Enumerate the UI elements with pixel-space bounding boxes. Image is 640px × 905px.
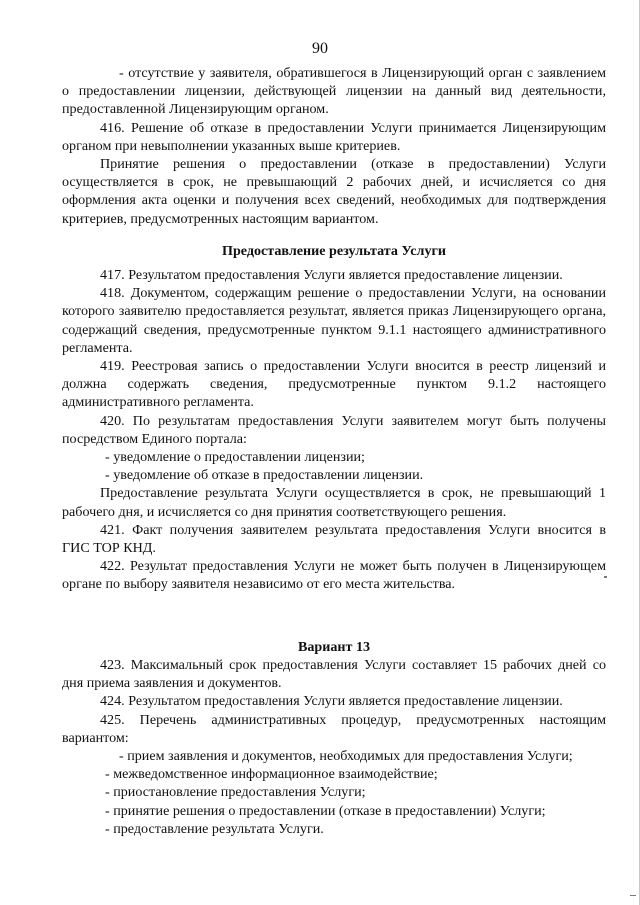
list-item: - прием заявления и документов, необходимых для предоставления Услуги; <box>119 747 573 764</box>
paragraph-423: 423. Максимальный срок предоставления Услуги составляет 15 рабочих дней со дня приема заявления и документов. <box>62 656 606 692</box>
scan-speck <box>630 895 636 896</box>
scan-speck <box>604 576 607 578</box>
document-body <box>62 64 606 838</box>
result-term-paragraph: Предоставление результата Услуги осуществляется в срок, не превышающий 1 рабочего дня, и исчисляется со дня принятия соответствующего решения. <box>62 485 606 520</box>
page-number: 90 <box>312 40 328 57</box>
list-item: - уведомление о предоставлении лицензии; <box>105 449 365 466</box>
paragraph-421: 421. Факт получения заявителем результата предоставления Услуги вносится в ГИС ТОР КНД. <box>62 521 606 557</box>
paragraph-420: 420. По результатам предоставления Услуги заявителем могут быть получены посредством Единого портала: <box>62 412 606 447</box>
list-item: - предоставление результата Услуги. <box>105 820 324 837</box>
list-item: - уведомление об отказе в предоставлении лицензии. <box>105 467 424 484</box>
list-item: - приостановление предоставления Услуги; <box>105 784 366 801</box>
paragraph-419: 419. Реестровая запись о предоставлении Услуги вносится в реестр лицензий и должна содержать сведения, предусмотренные пунктом 9.1.2 настоящего административного регламента. <box>62 358 606 411</box>
paragraph-417: 417. Результатом предоставления Услуги является предоставление лицензии. <box>100 267 563 284</box>
paragraph-418: 418. Документом, содержащим решение о предоставлении Услуги, на основании которого заявителю предоставляется результат, является приказ Лицензирующего органа, содержащий сведения, предусмотренные пунктом 9.1.1 настоящего административного регламента. <box>62 285 606 356</box>
section-heading-variant: Вариант 13 <box>297 638 371 655</box>
paragraph-416: 416. Решение об отказе в предоставлении Услуги принимается Лицензирующим органом при невыполнении указанных выше критериев. <box>62 119 606 154</box>
criterion-paragraph: - отсутствие у заявителя, обратившегося в Лицензирующий орган с заявлением о предоставлении лицензии, действующей лицензии на данный вид деятельности, предоставленной Лицензирующим органом. <box>62 65 606 118</box>
paragraph-425: 425. Перечень административных процедур, предусмотренных настоящим вариантом: <box>62 711 606 746</box>
section-heading-result: Предоставление результата Услуги <box>221 242 447 259</box>
paragraph-422: 422. Результат предоставления Услуги не может быть получен в Лицензирующем органе по выбору заявителя независимо от его места жительства. <box>62 558 606 593</box>
list-item: - межведомственное информационное взаимодействие; <box>105 766 438 783</box>
paragraph-424: 424. Результатом предоставления Услуги является предоставление лицензии. <box>100 693 563 710</box>
decision-term-paragraph: Принятие решения о предоставлении (отказе в предоставлении) Услуги осуществляется в срок, не превышающий 2 рабочих дней, и исчисляется со дня оформления акта оценки и получения всех сведений, необходимых для подтверждения критериев, предусмотренных настоящим вариантом. <box>62 156 606 227</box>
list-item: - принятие решения о предоставлении (отказе в предоставлении) Услуги; <box>105 802 546 819</box>
